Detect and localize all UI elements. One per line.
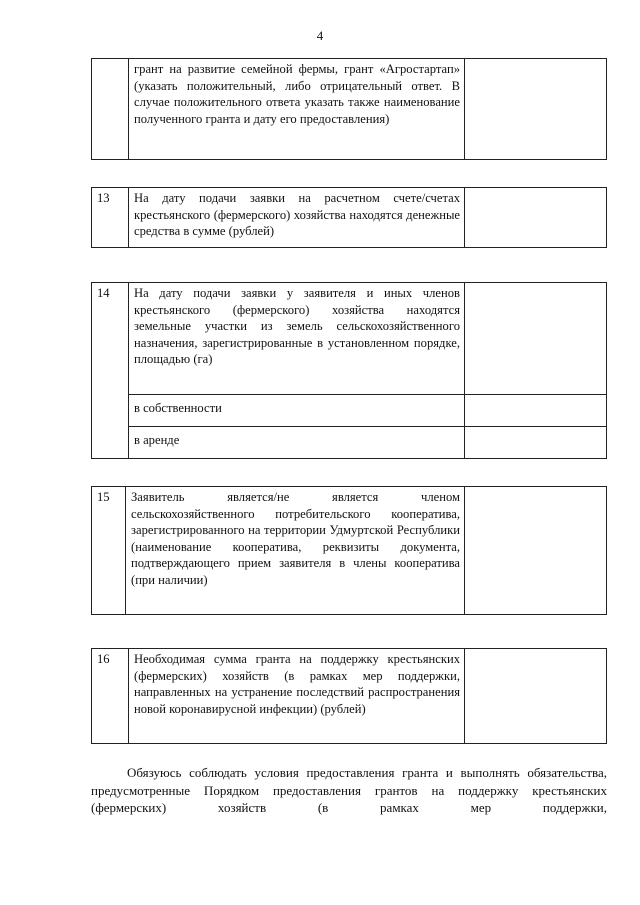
question-text: Необходимая сумма гранта на поддержку крестьянских (фермерских) хозяйств (в рамках мер поддержки, направленных на устранение последствий распространения новой коронавирусной инфекции) (рублей) [129,649,465,744]
answer-cell[interactable] [465,188,607,248]
question-text: На дату подачи заявки у заявителя и иных членов крестьянского (фермерского) хозяйства находятся земельные участки из земель сельскохозяйственного назначения, зарегистрированные в установленном порядке, площадью (га) [129,283,465,395]
row-number: 14 [92,283,129,459]
table-row [92,487,607,615]
sub-item-lease: в аренде [129,427,465,459]
table-row [92,427,607,459]
table-row [92,59,607,160]
answer-cell[interactable] [465,649,607,744]
answer-cell[interactable] [465,487,607,615]
question-text: грант на развитие семейной фермы, грант «Агростартап» (указать положительный, либо отрицательный ответ. В случае положительного ответа указать также наименование полученного гранта и дату его предоставления) [129,59,465,160]
table-row [92,649,607,744]
question-table-12 [91,58,607,160]
sub-item-ownership: в собственности [129,395,465,427]
table-row [92,188,607,248]
table-row [92,283,607,395]
answer-cell[interactable] [465,59,607,160]
table-row [92,395,607,427]
question-table-13 [91,187,607,248]
answer-cell[interactable] [465,283,607,395]
question-text: Заявитель является/не является членом сельскохозяйственного потребительского кооператива, зарегистрированного на территории Удмуртской Республики (наименование кооператива, реквизиты документа, подтверждающего прием заявителя в члены кооператива (при наличии) [126,487,465,615]
question-table-16 [91,648,607,744]
answer-cell-lease[interactable] [465,427,607,459]
row-number: 13 [92,188,129,248]
row-number: 15 [92,487,126,615]
question-text: На дату подачи заявки на расчетном счете/счетах крестьянского (фермерского) хозяйства находятся денежные средства в сумме (рублей) [129,188,465,248]
answer-cell-ownership[interactable] [465,395,607,427]
row-number: 16 [92,649,129,744]
question-table-15 [91,486,607,615]
row-number [92,59,129,160]
page-number: 4 [316,28,324,43]
question-table-14 [91,282,607,459]
pledge-paragraph: Обязуюсь соблюдать условия предоставления гранта и выполнять обязательства, предусмотренные Порядком предоставления грантов на поддержку крестьянских (фермерских) хозяйств (в рамках мер поддержки, [91,765,607,816]
